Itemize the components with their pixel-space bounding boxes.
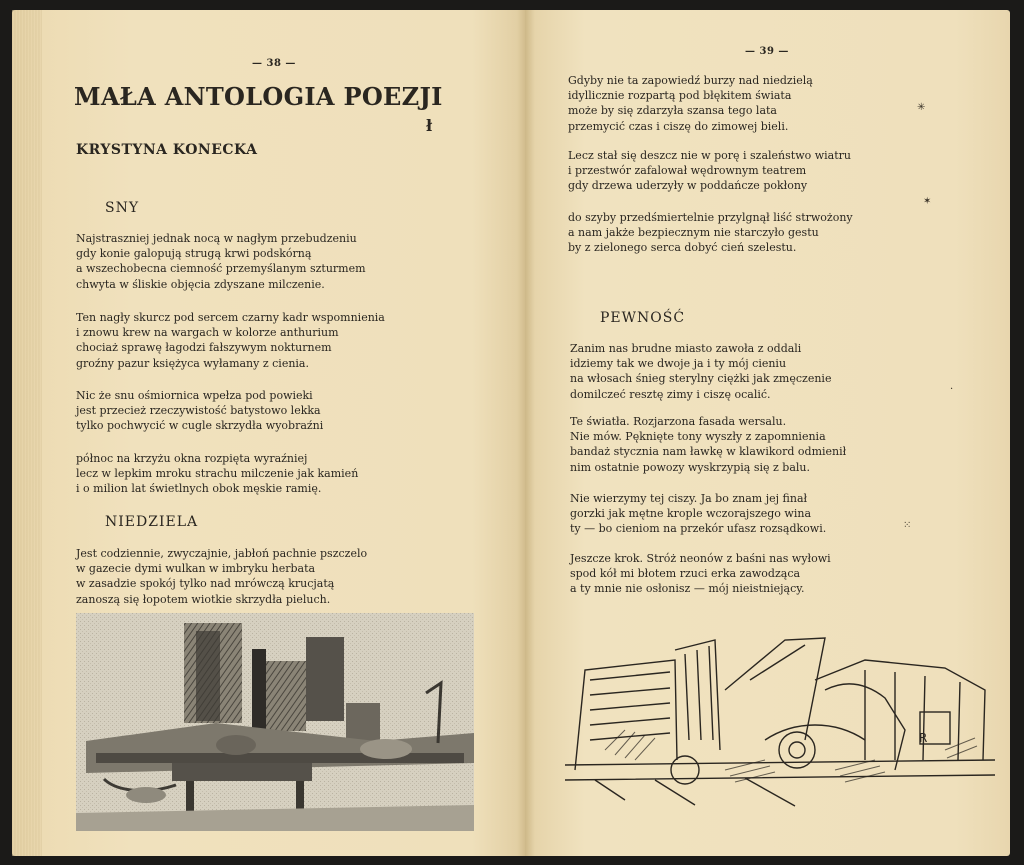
page-edges <box>12 10 42 856</box>
margin-mark: ł <box>426 116 433 135</box>
verse-line: Gdyby nie ta zapowiedź burzy nad niedzielą <box>568 74 813 87</box>
verse-line: spod kół mi błotem rzuci erka zawodząca <box>570 567 801 581</box>
ink-smudge: ✶ <box>923 196 932 207</box>
anthology-title: MAŁA ANTOLOGIA POEZJI <box>74 82 443 111</box>
left-page <box>12 10 525 856</box>
verse-line: groźny pazur księżyca wyłamany z cienia. <box>76 356 309 370</box>
verse-line: Lecz stał się deszcz nie w porę i szaleństwo wiatru <box>568 149 851 162</box>
poem-stanza <box>570 491 826 537</box>
poem-stanza <box>570 414 846 475</box>
verse-line: idyllicznie rozpartą pod błękitem świata <box>568 89 792 103</box>
book-spread <box>12 10 1010 856</box>
verse-line: ty — bo cieniom na przekór ufasz rozsądkowi. <box>570 522 827 536</box>
verse-line: Najstraszniej jednak nocą w nagłym przebudzeniu <box>76 232 357 245</box>
verse-line: Jeszcze krok. Stróż neonów z baśni nas wyłowi <box>570 552 831 565</box>
svg-text:R: R <box>919 731 928 745</box>
verse-line: nim ostatnie powozy wyskrzypią się z balu. <box>570 460 810 474</box>
verse-line: północ na krzyżu okna rozpięta wyraźniej <box>76 452 308 465</box>
verse-line: a wszechobecna ciemność przemyślanym szturmem <box>76 262 366 276</box>
poem-stanza <box>76 231 366 292</box>
poem-stanza <box>570 341 831 402</box>
verse-line: i znowu krew na wargach w kolorze anthurium <box>76 326 339 340</box>
verse-line: chociaż sprawę łagodzi fałszywym nokturnem <box>76 341 332 355</box>
page-number: — 38 — <box>252 58 296 69</box>
ink-smudge: ⁙ <box>903 520 912 531</box>
verse-line: na włosach śnieg sterylny ciężki jak zmęczenie <box>570 372 832 386</box>
verse-line: w zasadzie spokój tylko nad mrówczą krucjatą <box>76 577 335 591</box>
ink-smudge: · <box>950 384 954 395</box>
verse-line: Ten nagły skurcz pod sercem czarny kadr wspomnienia <box>76 311 385 324</box>
verse-line: i przestwór zafalował wędrownym teatrem <box>568 164 807 178</box>
poem-stanza <box>76 388 323 434</box>
verse-line: jest przecież rzeczywistość batystowo lekka <box>76 404 321 418</box>
verse-line: Nie wierzymy tej ciszy. Ja bo znam jej finał <box>570 492 808 505</box>
still-life-illustration <box>76 613 474 831</box>
poem-stanza <box>570 551 831 597</box>
verse-line: tylko pochwycić w cugle skrzydła wyobraźni <box>76 419 324 433</box>
poem-title: NIEDZIELA <box>105 514 199 530</box>
verse-line: gorzki jak mętne krople wczorajszego wina <box>570 507 812 521</box>
verse-line: gdy drzewa uderzyły w poddańcze pokłony <box>568 179 808 193</box>
poem-title: SNY <box>105 200 140 216</box>
verse-line: przemycić czas i ciszę do zimowej bieli. <box>568 119 789 133</box>
street-sketch-illustration <box>565 620 995 810</box>
verse-line: może by się zdarzyła szansa tego lata <box>568 104 777 118</box>
verse-line: Nic że snu ośmiornica wpełza pod powieki <box>76 389 313 402</box>
verse-line: domilczeć resztę zimy i ciszę ocalić. <box>570 387 771 401</box>
verse-line: gdy konie galopują strugą krwi podskórną <box>76 247 312 261</box>
right-page <box>525 10 1010 856</box>
verse-line: chwyta w śliskie objęcia zdyszane milczenie. <box>76 277 325 291</box>
verse-line: Zanim nas brudne miasto zawoła z oddali <box>570 342 802 355</box>
poem-stanza <box>76 451 358 497</box>
poem-title: PEWNOŚĆ <box>600 310 686 326</box>
verse-line: a ty mnie nie osłonisz — mój nieistniejący. <box>570 582 805 596</box>
poem-stanza <box>76 310 385 371</box>
verse-line: w gazecie dymi wulkan w imbryku herbata <box>76 562 316 576</box>
ink-smudge: ✳ <box>917 102 926 113</box>
verse-line: idziemy tak we dwoje ja i ty mój cieniu <box>570 357 787 371</box>
poem-stanza <box>568 148 851 194</box>
verse-line: by z zielonego serca dobyć cień szelestu. <box>568 241 797 255</box>
verse-line: i o milion lat świetlnych obok męskie ramię. <box>76 482 322 496</box>
page-number: — 39 — <box>745 46 789 57</box>
verse-line: lecz w lepkim mroku strachu milczenie jak kamień <box>76 467 359 481</box>
author-name: KRYSTYNA KONECKA <box>76 142 258 158</box>
verse-line: Jest codziennie, zwyczajnie, jabłoń pachnie pszczelo <box>76 547 368 560</box>
poem-stanza <box>76 546 367 607</box>
verse-line: Nie mów. Pęknięte tony wyszły z zapomnienia <box>570 430 826 444</box>
poem-stanza <box>568 210 853 256</box>
verse-line: do szyby przedśmiertelnie przylgnął liść strwożony <box>568 211 853 224</box>
poem-stanza <box>568 73 813 134</box>
verse-line: Te światła. Rozjarzona fasada wersalu. <box>570 415 787 428</box>
verse-line: bandaż stycznia nam ławkę w klawikord odmienił <box>570 445 847 459</box>
verse-line: a nam jakże bezpiecznym nie starczyło gestu <box>568 226 819 240</box>
verse-line: zanoszą się łopotem wiotkie skrzydła pieluch. <box>76 592 331 606</box>
